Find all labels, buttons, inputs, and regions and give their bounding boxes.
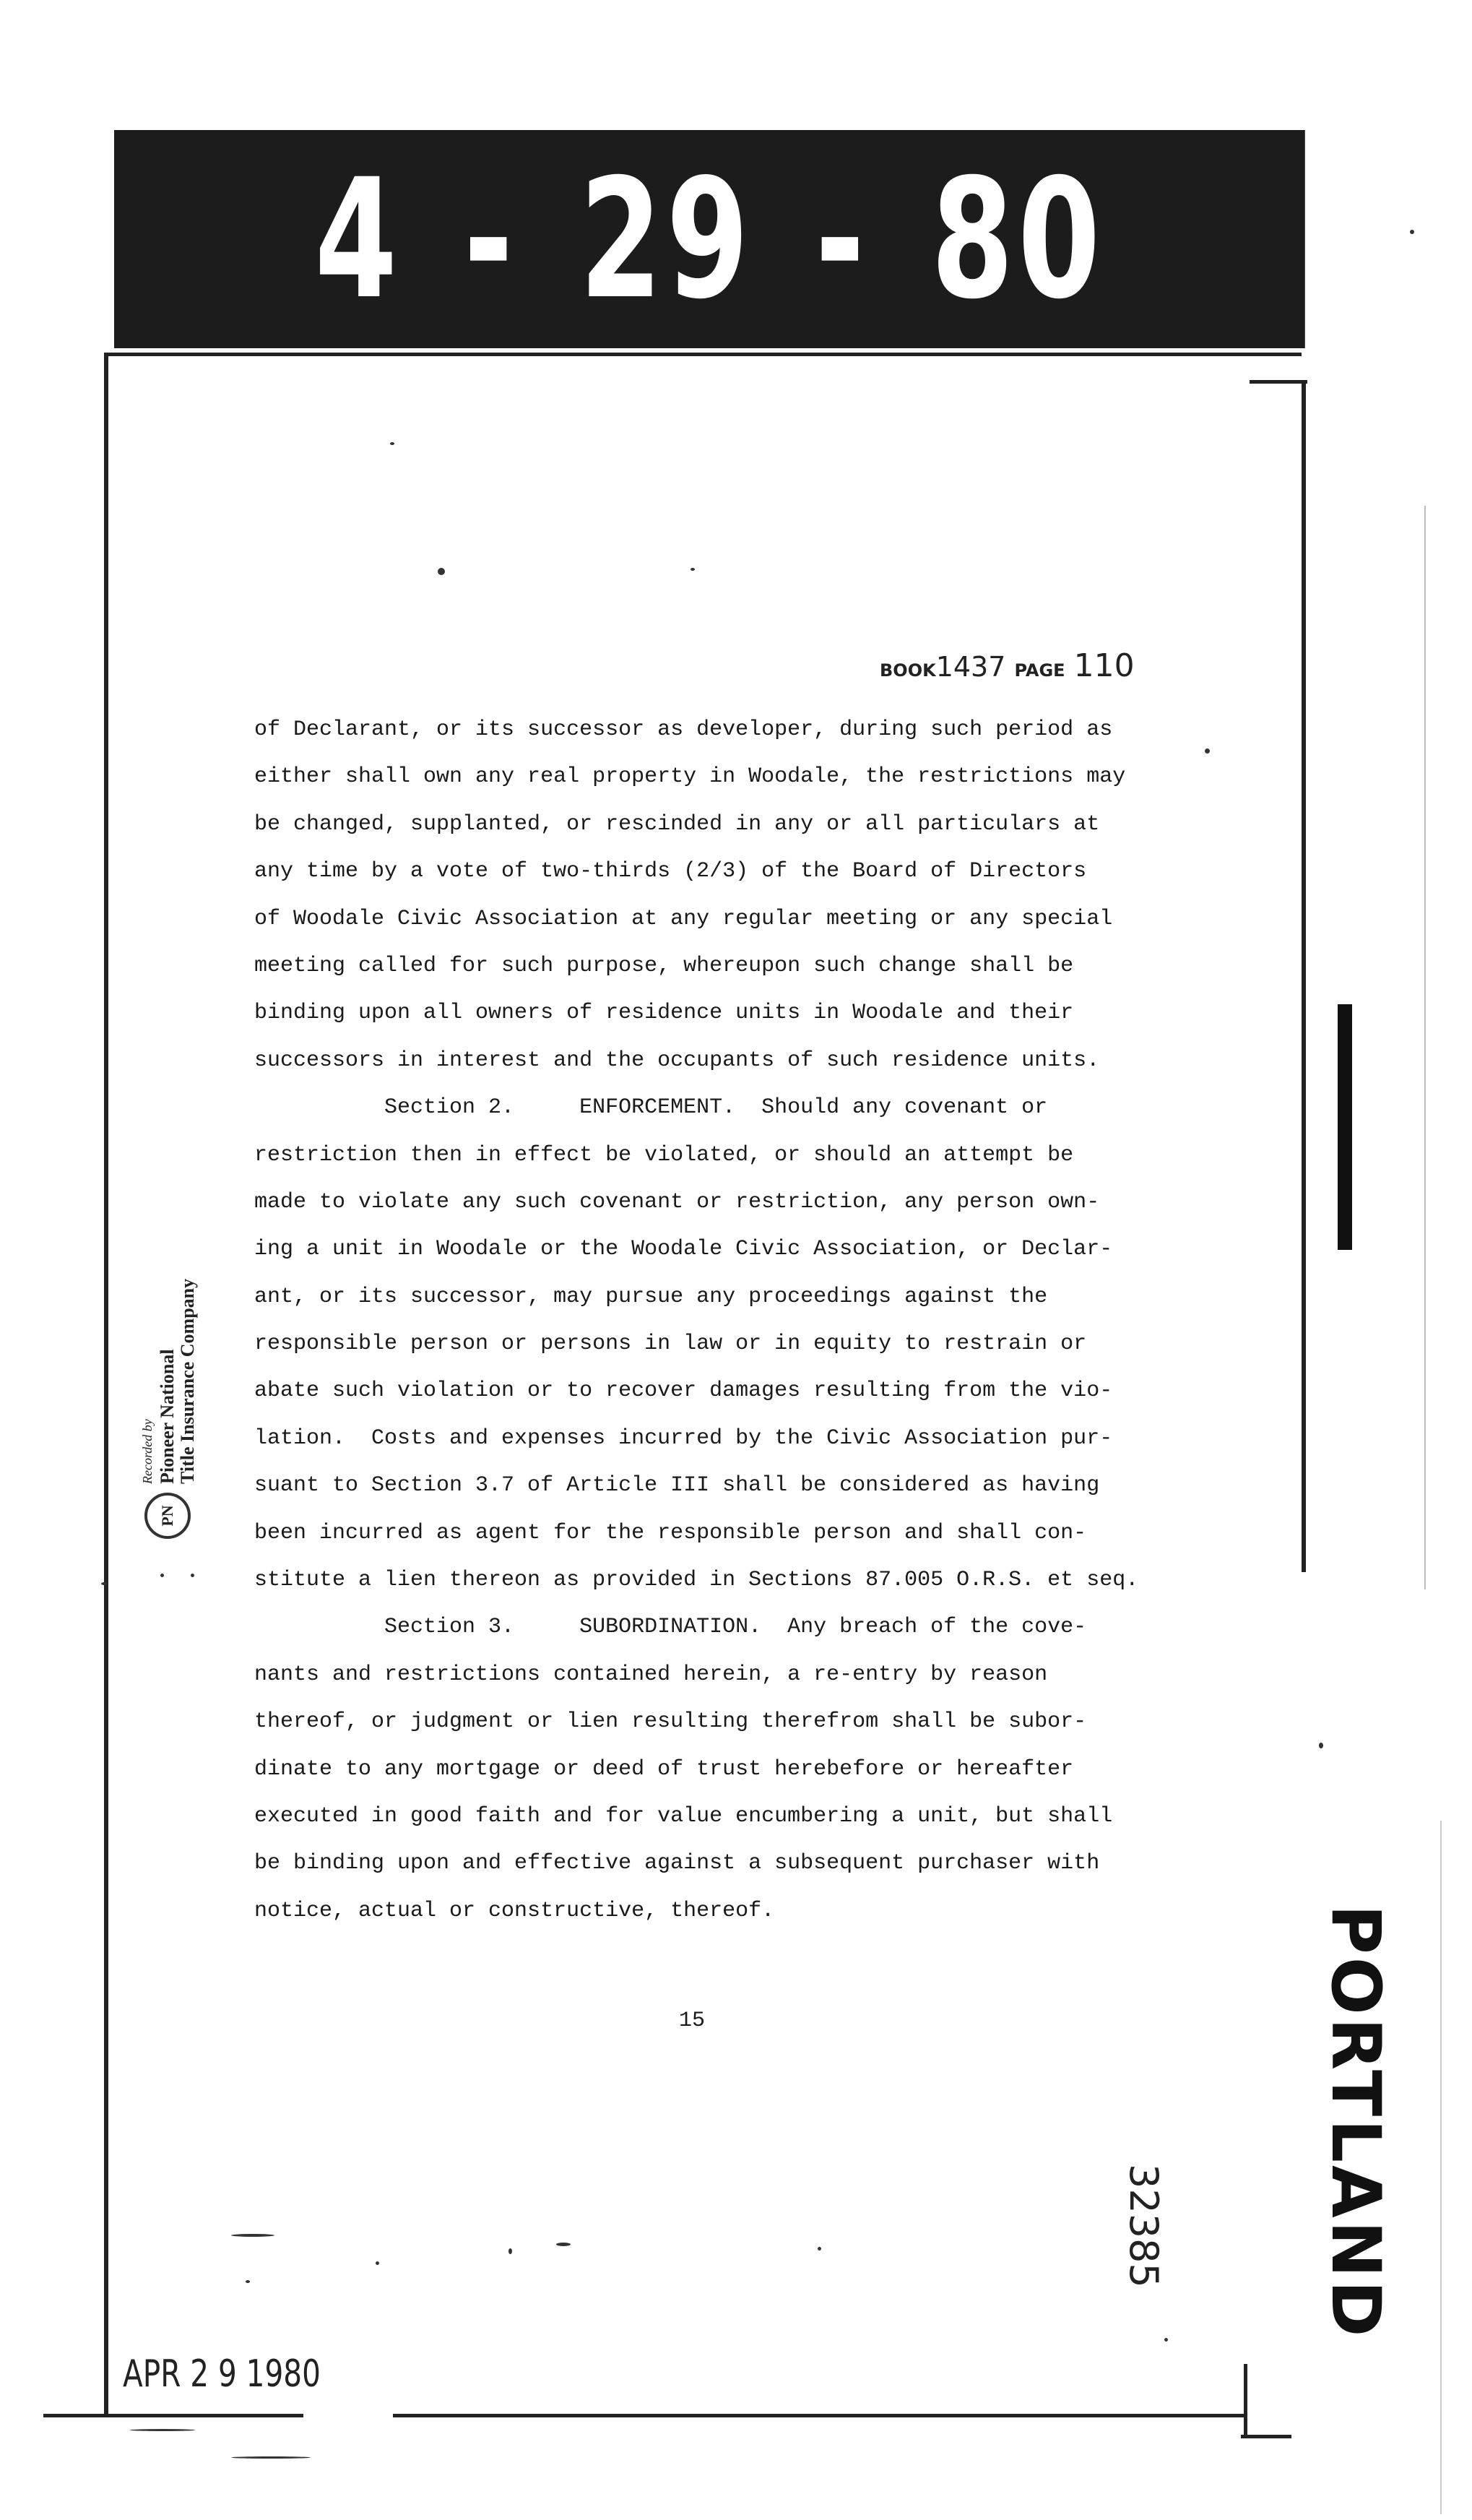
frame-bottom-border — [393, 2414, 1245, 2417]
body-line: be binding upon and effective against a subsequent purchaser with — [254, 1851, 1100, 1876]
filed-date-stamp: APR 2 9 1980 — [123, 2352, 321, 2396]
portland-text: PORTLAND — [1316, 1904, 1395, 2340]
body-line: made to violate any such covenant or restriction, any person own- — [254, 1189, 1100, 1214]
body-line: stitute a lien thereon as provided in Sections 87.005 O.R.S. et seq. — [254, 1568, 1139, 1593]
scan-speck — [231, 2234, 274, 2237]
scan-speck — [101, 1582, 107, 1585]
scan-speck — [130, 2429, 195, 2431]
scan-speck — [231, 2456, 311, 2459]
frame-bottom-left-border — [43, 2414, 303, 2417]
body-line: abate such violation or to recover damages resulting from the vio- — [254, 1378, 1113, 1404]
scan-edge-line-lower — [1440, 1821, 1442, 2514]
scan-speck — [508, 2248, 512, 2254]
body-line: suant to Section 3.7 of Article III shall be considered as having — [254, 1473, 1100, 1498]
title-company-logo: PN — [144, 1493, 191, 1539]
body-line: any time by a vote of two-thirds (2/3) of the Board of Directors — [254, 859, 1087, 884]
page-label: PAGE — [1014, 660, 1065, 681]
scan-edge-line — [1424, 506, 1426, 1589]
company-name-line-2: Title Insurance Company — [177, 1278, 198, 1484]
body-line: meeting called for such purpose, whereupon such change shall be — [254, 953, 1074, 978]
body-line: restriction then in effect be violated, or should an attempt be — [254, 1142, 1074, 1168]
scan-speck — [191, 1574, 194, 1577]
date-banner — [114, 130, 1305, 348]
body-line: either shall own any real property in Woodale, the restrictions may — [254, 764, 1126, 790]
scan-speck — [818, 2247, 821, 2251]
frame-bottom-right-vertical — [1244, 2364, 1247, 2436]
scan-speck — [390, 442, 394, 445]
recorded-by-stamp — [137, 1199, 217, 1539]
body-line: Section 2. ENFORCEMENT. Should any covenant or — [254, 1095, 1048, 1121]
document-body — [254, 707, 1215, 1935]
book-page-reference — [880, 647, 1135, 684]
recording-page-number: 110 — [1073, 647, 1135, 684]
body-line: dinate to any mortgage or deed of trust herebefore or hereafter — [254, 1756, 1074, 1782]
scan-speck — [376, 2261, 379, 2265]
frame-top-right-border — [1250, 380, 1307, 384]
page-number: 15 — [679, 2008, 706, 2033]
body-line: responsible person or persons in law or in equity to restrain or — [254, 1332, 1087, 1357]
book-label: BOOK — [880, 660, 936, 681]
date-year: 80 — [931, 143, 1105, 335]
recorded-by-label: Recorded by — [140, 1419, 155, 1484]
scan-speck — [1410, 230, 1414, 234]
date-month: 4 — [314, 143, 402, 335]
scan-speck — [438, 568, 445, 575]
body-line: be changed, supplanted, or rescinded in any or all particulars at — [254, 811, 1100, 837]
body-line: thereof, or judgment or lien resulting therefrom shall be subor- — [254, 1709, 1087, 1735]
frame-bottom-right-border — [1241, 2435, 1291, 2438]
body-line: successors in interest and the occupants of such residence units. — [254, 1048, 1100, 1073]
body-line: lation. Costs and expenses incurred by the Civic Association pur- — [254, 1425, 1113, 1451]
date-dash-2: - — [815, 143, 869, 335]
scan-speck — [246, 2280, 250, 2283]
date-day: 29 — [579, 143, 753, 335]
date-dash-1: - — [464, 143, 518, 335]
body-line: binding upon all owners of residence units in Woodale and their — [254, 1001, 1074, 1026]
portland-stamp — [1316, 1904, 1403, 2340]
frame-left-border — [104, 353, 108, 2415]
body-line: Section 3. SUBORDINATION. Any breach of the cove- — [254, 1615, 1087, 1640]
scan-speck — [1319, 1743, 1323, 1748]
scan-speck — [1205, 748, 1210, 754]
body-line: notice, actual or constructive, thereof. — [254, 1898, 775, 1923]
company-name-line-1: Pioneer National — [157, 1349, 178, 1484]
body-line: executed in good faith and for value encumbering a unit, but shall — [254, 1803, 1113, 1829]
scan-speck — [160, 1574, 164, 1577]
body-line: of Woodale Civic Association at any regular meeting or any special — [254, 906, 1113, 931]
frame-top-border — [104, 353, 1302, 356]
frame-right-border — [1302, 380, 1306, 1572]
document-number: 32385 — [1121, 2164, 1166, 2288]
scan-speck — [690, 568, 695, 571]
document-number-stamp — [1121, 2164, 1164, 2287]
body-line: ing a unit in Woodale or the Woodale Civic Association, or Declar- — [254, 1237, 1113, 1262]
body-line: been incurred as agent for the responsible person and shall con- — [254, 1520, 1087, 1545]
scan-speck — [1164, 2338, 1168, 2342]
body-line: nants and restrictions contained herein, a re-entry by reason — [254, 1662, 1048, 1687]
book-number: 1437 — [935, 651, 1006, 683]
margin-black-bar — [1338, 1004, 1352, 1250]
body-line: ant, or its successor, may pursue any proceedings against the — [254, 1284, 1048, 1309]
scan-speck — [556, 2243, 571, 2246]
body-line: of Declarant, or its successor as developer, during such period as — [254, 717, 1113, 742]
